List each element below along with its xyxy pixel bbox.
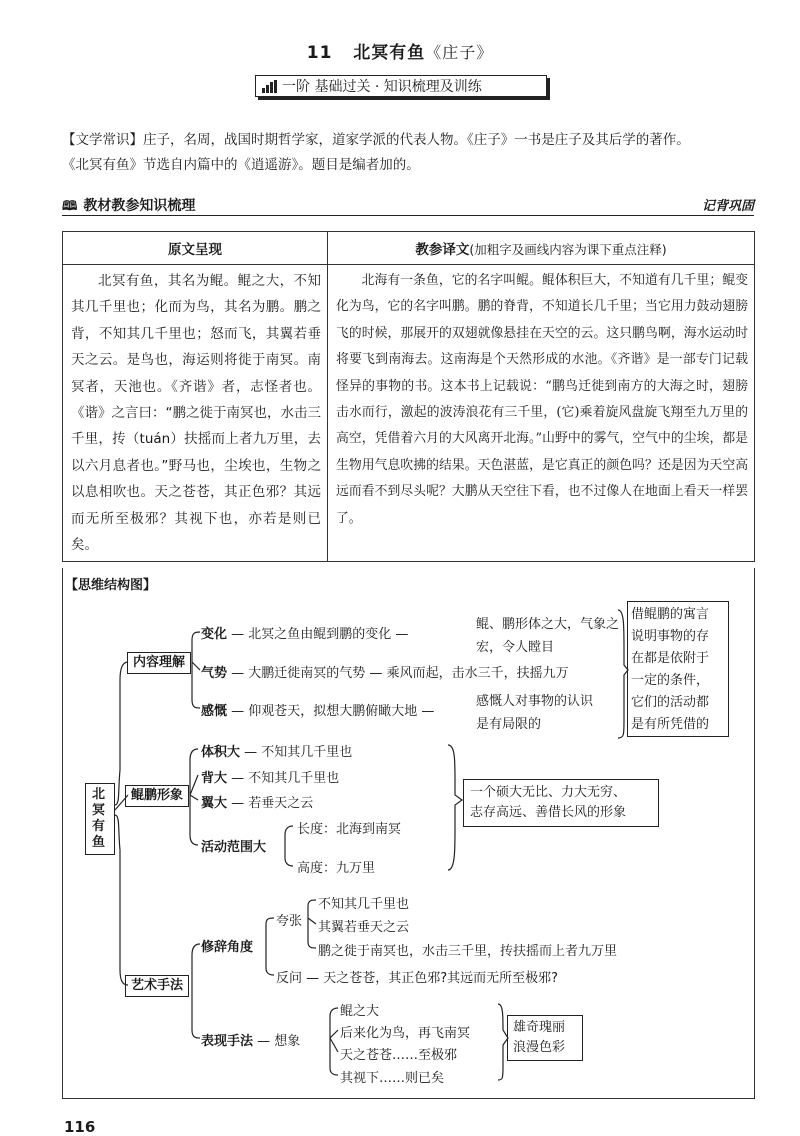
content-item-feeling: 感慨 — 仰观苍天，拟想大鹏俯瞰大地 — [201, 704, 435, 719]
art-imag-item-3: 天之苍苍……至极邪 [340, 1048, 458, 1063]
lesson-source: 《庄子》 [425, 43, 494, 62]
content-item-change: 变化 — 北冥之鱼由鲲到鹏的变化 — [201, 627, 409, 642]
rhetoric-brace-bottom [266, 944, 274, 975]
image-item-back: 背大 — 不知其几千里也 [201, 771, 340, 786]
rhetoric-brace-top [266, 918, 274, 944]
image-range-length: 长度：北海到南冥 [297, 822, 402, 837]
image-item-wing: 翼大 — 若垂天之云 [201, 796, 314, 811]
art-exag-item-3: 鹏之徙于南冥也，水击三千里，抟扶摇而上者九万里 [318, 944, 618, 959]
page-number: 116 [64, 1118, 96, 1136]
lesson-number: 11 [306, 43, 333, 63]
art-expression: 表现手法 — 想象 [201, 1034, 301, 1049]
image-right-bracket [448, 745, 462, 870]
mind-root-label: 北冥有鱼 [92, 787, 106, 850]
image-range-height: 高度：九万里 [297, 861, 376, 876]
imag-brace-bottom [330, 1038, 338, 1075]
content-feeling-result-2: 是有局限的 [476, 717, 542, 732]
root-brace-top [115, 662, 128, 805]
range-brace-bottom [285, 845, 293, 866]
image-label-box: 鲲鹏形象 [125, 785, 189, 807]
content-feeling-result-1: 感慨人对事物的认识 [476, 694, 594, 709]
exag-brace-mid [308, 918, 316, 924]
literary-line-2: 《北冥有鱼》节选自内篇中的《逍遥游》。题目是编者加的。 [62, 157, 420, 173]
banner-text: 一阶 基础过关 · 知识梳理及训练 [282, 79, 482, 95]
content-item-momentum: 气势 — 大鹏迁徙南冥的气势 — 乘风而起，击水三千，扶摇九万 [201, 666, 569, 681]
content-summary-box: 借鲲鹏的寓言 说明事物的存 在都是依附于 一定的条件， 它们的活动都 是有所凭借的 [627, 601, 729, 737]
image-brace-3 [190, 795, 198, 800]
image-item-volume: 体积大 — 不知其几千里也 [201, 745, 353, 760]
art-imag-item-1: 鲲之大 [340, 1004, 380, 1019]
image-summary-box: 一个硕大无比、力大无穷、 志存高远、善借长风的形象 [463, 779, 659, 827]
content-change-result-1: 鲲、鹏形体之大，气象之 [476, 617, 620, 632]
art-summary-box: 雄奇瑰丽 浪漫色彩 [507, 1015, 583, 1061]
art-exaggeration: 夸张 [276, 914, 303, 929]
content-brace-mid [192, 662, 200, 670]
art-exag-item-1: 不知其几千里也 [318, 897, 410, 912]
lesson-title: 北冥有鱼 [353, 43, 426, 63]
content-label-box: 内容理解 [127, 652, 191, 674]
range-brace-top [285, 826, 293, 845]
image-brace-top [190, 749, 198, 795]
literary-line-1: 【文学常识】庄子，名周，战国时期哲学家，道家学派的代表人物。《庄子》一书是庄子及其后学的著作。 [62, 132, 690, 148]
image-brace-2 [190, 775, 198, 795]
root-brace-bottom [115, 815, 128, 985]
art-imag-item-2: 后来化为鸟，再飞南冥 [340, 1026, 471, 1041]
section-tag: 记背巩固 [701, 199, 754, 214]
art-antithesis: 反问 — 天之苍苍，其正色邪?其远而无所至极邪? [276, 971, 559, 986]
art-brace-top [192, 944, 200, 985]
art-label-box: 艺术手法 [125, 975, 189, 997]
art-exag-item-2: 其翼若垂天之云 [318, 920, 410, 935]
content-change-result-2: 宏，令人瞠目 [476, 640, 555, 655]
art-imag-item-4: 其视下……则已矣 [340, 1071, 445, 1086]
art-brace-bottom [192, 985, 200, 1038]
mind-root-box [85, 783, 115, 855]
image-item-range: 活动范围大 [201, 840, 267, 855]
open-book-icon: 🕮 [62, 199, 78, 214]
art-rhetoric: 修辞角度 [201, 940, 254, 955]
col-translation-note: (加粗字及画线内容为课下重点注释) [469, 242, 667, 257]
image-brace-bottom [190, 795, 198, 845]
content-brace-top [192, 632, 200, 662]
section-title: 教材教参知识梳理 [83, 198, 196, 214]
mind-map-header: 【思维结构图】 [65, 578, 157, 593]
translation-text-cell: 北海有一条鱼，它的名字叫鲲。鲲体积巨大，不知道有几千里；鲲变化为鸟，它的名字叫鹏。鹏的脊背，不知道长几千里；当它用力鼓动翅膀飞的时候，那展开的双翅就像悬挂在天空的云。这只鹏鸟啊，海水运动时将要飞到南海去。这南海是个天然形成的水池。《齐谐》是一部专门记载怪异的事物的书。这本书上记载说：“鹏鸟迁徙到南方的大海之时，翅膀击水而行，激起的波涛浪花有三千里，(它)乘着旋风盘旋飞翔至九万里的高空，凭借着六月的大风离开北海。”山野中的雾气，空气中的尘埃，都是生物用气息吹拂的结果。天色湛蓝，是它真正的颜色吗？还是因为天空高远而看不到尽头呢？大鹏从天空往下看，也不过像人在地面上看天一样罢了。 [328, 265, 755, 562]
original-text-cell: 北冥有鱼，其名为鲲。鲲之大，不知其几千里也；化而为鸟，其名为鹏。鹏之背，不知其几千里也；怒而飞，其翼若垂天之云。是鸟也，海运则将徙于南冥。南冥者，天池也。《齐谐》者，志怪者也。《谐》之言曰：“鹏之徙于南冥也，水击三千里，抟（tuán）扶摇而上者九万里，去以六月息者也。”野马也，尘埃也，生物之以息相吹也。天之苍苍，其正色邪？其远而无所至极邪？其视下也，亦若是则已矣。 [63, 265, 328, 562]
col-original-header: 原文呈现 [63, 232, 328, 265]
col-translation-header: 教参译文(加粗字及画线内容为课下重点注释) [328, 232, 755, 265]
exag-brace-top [308, 900, 316, 918]
